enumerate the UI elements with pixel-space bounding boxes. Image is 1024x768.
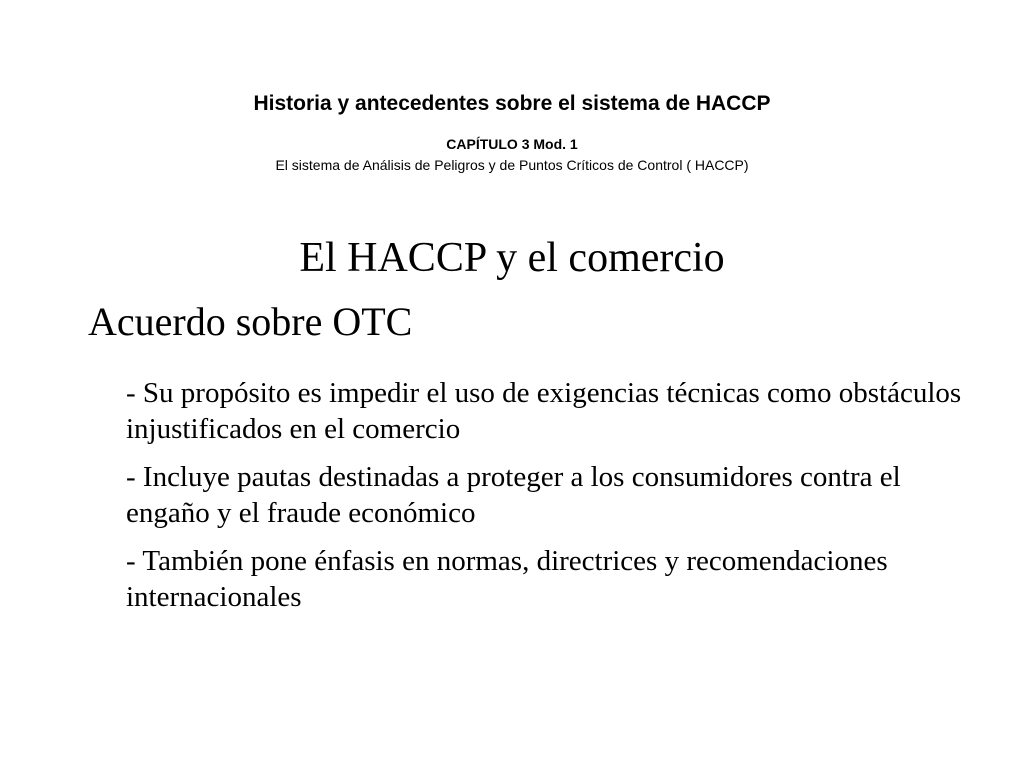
section-heading: Acuerdo sobre OTC (88, 299, 413, 344)
bullet-item: - Incluye pautas destinadas a proteger a los consumidores contra el engaño y el fraude económico (126, 461, 901, 529)
header-title: Historia y antecedentes sobre el sistema de HACCP (253, 92, 771, 115)
header-chapter: CAPÍTULO 3 Mod. 1 (446, 136, 578, 152)
header-subtitle: El sistema de Análisis de Peligros y de Puntos Críticos de Control ( HACCP) (275, 157, 749, 173)
bullet-item: - También pone énfasis en normas, directrices y recomendaciones internacionales (126, 545, 888, 613)
bullet-list (126, 375, 966, 627)
bullet-item: - Su propósito es impedir el uso de exigencias técnicas como obstáculos injustificados en el comercio (126, 377, 962, 445)
slide-title: El HACCP y el comercio (299, 235, 725, 281)
